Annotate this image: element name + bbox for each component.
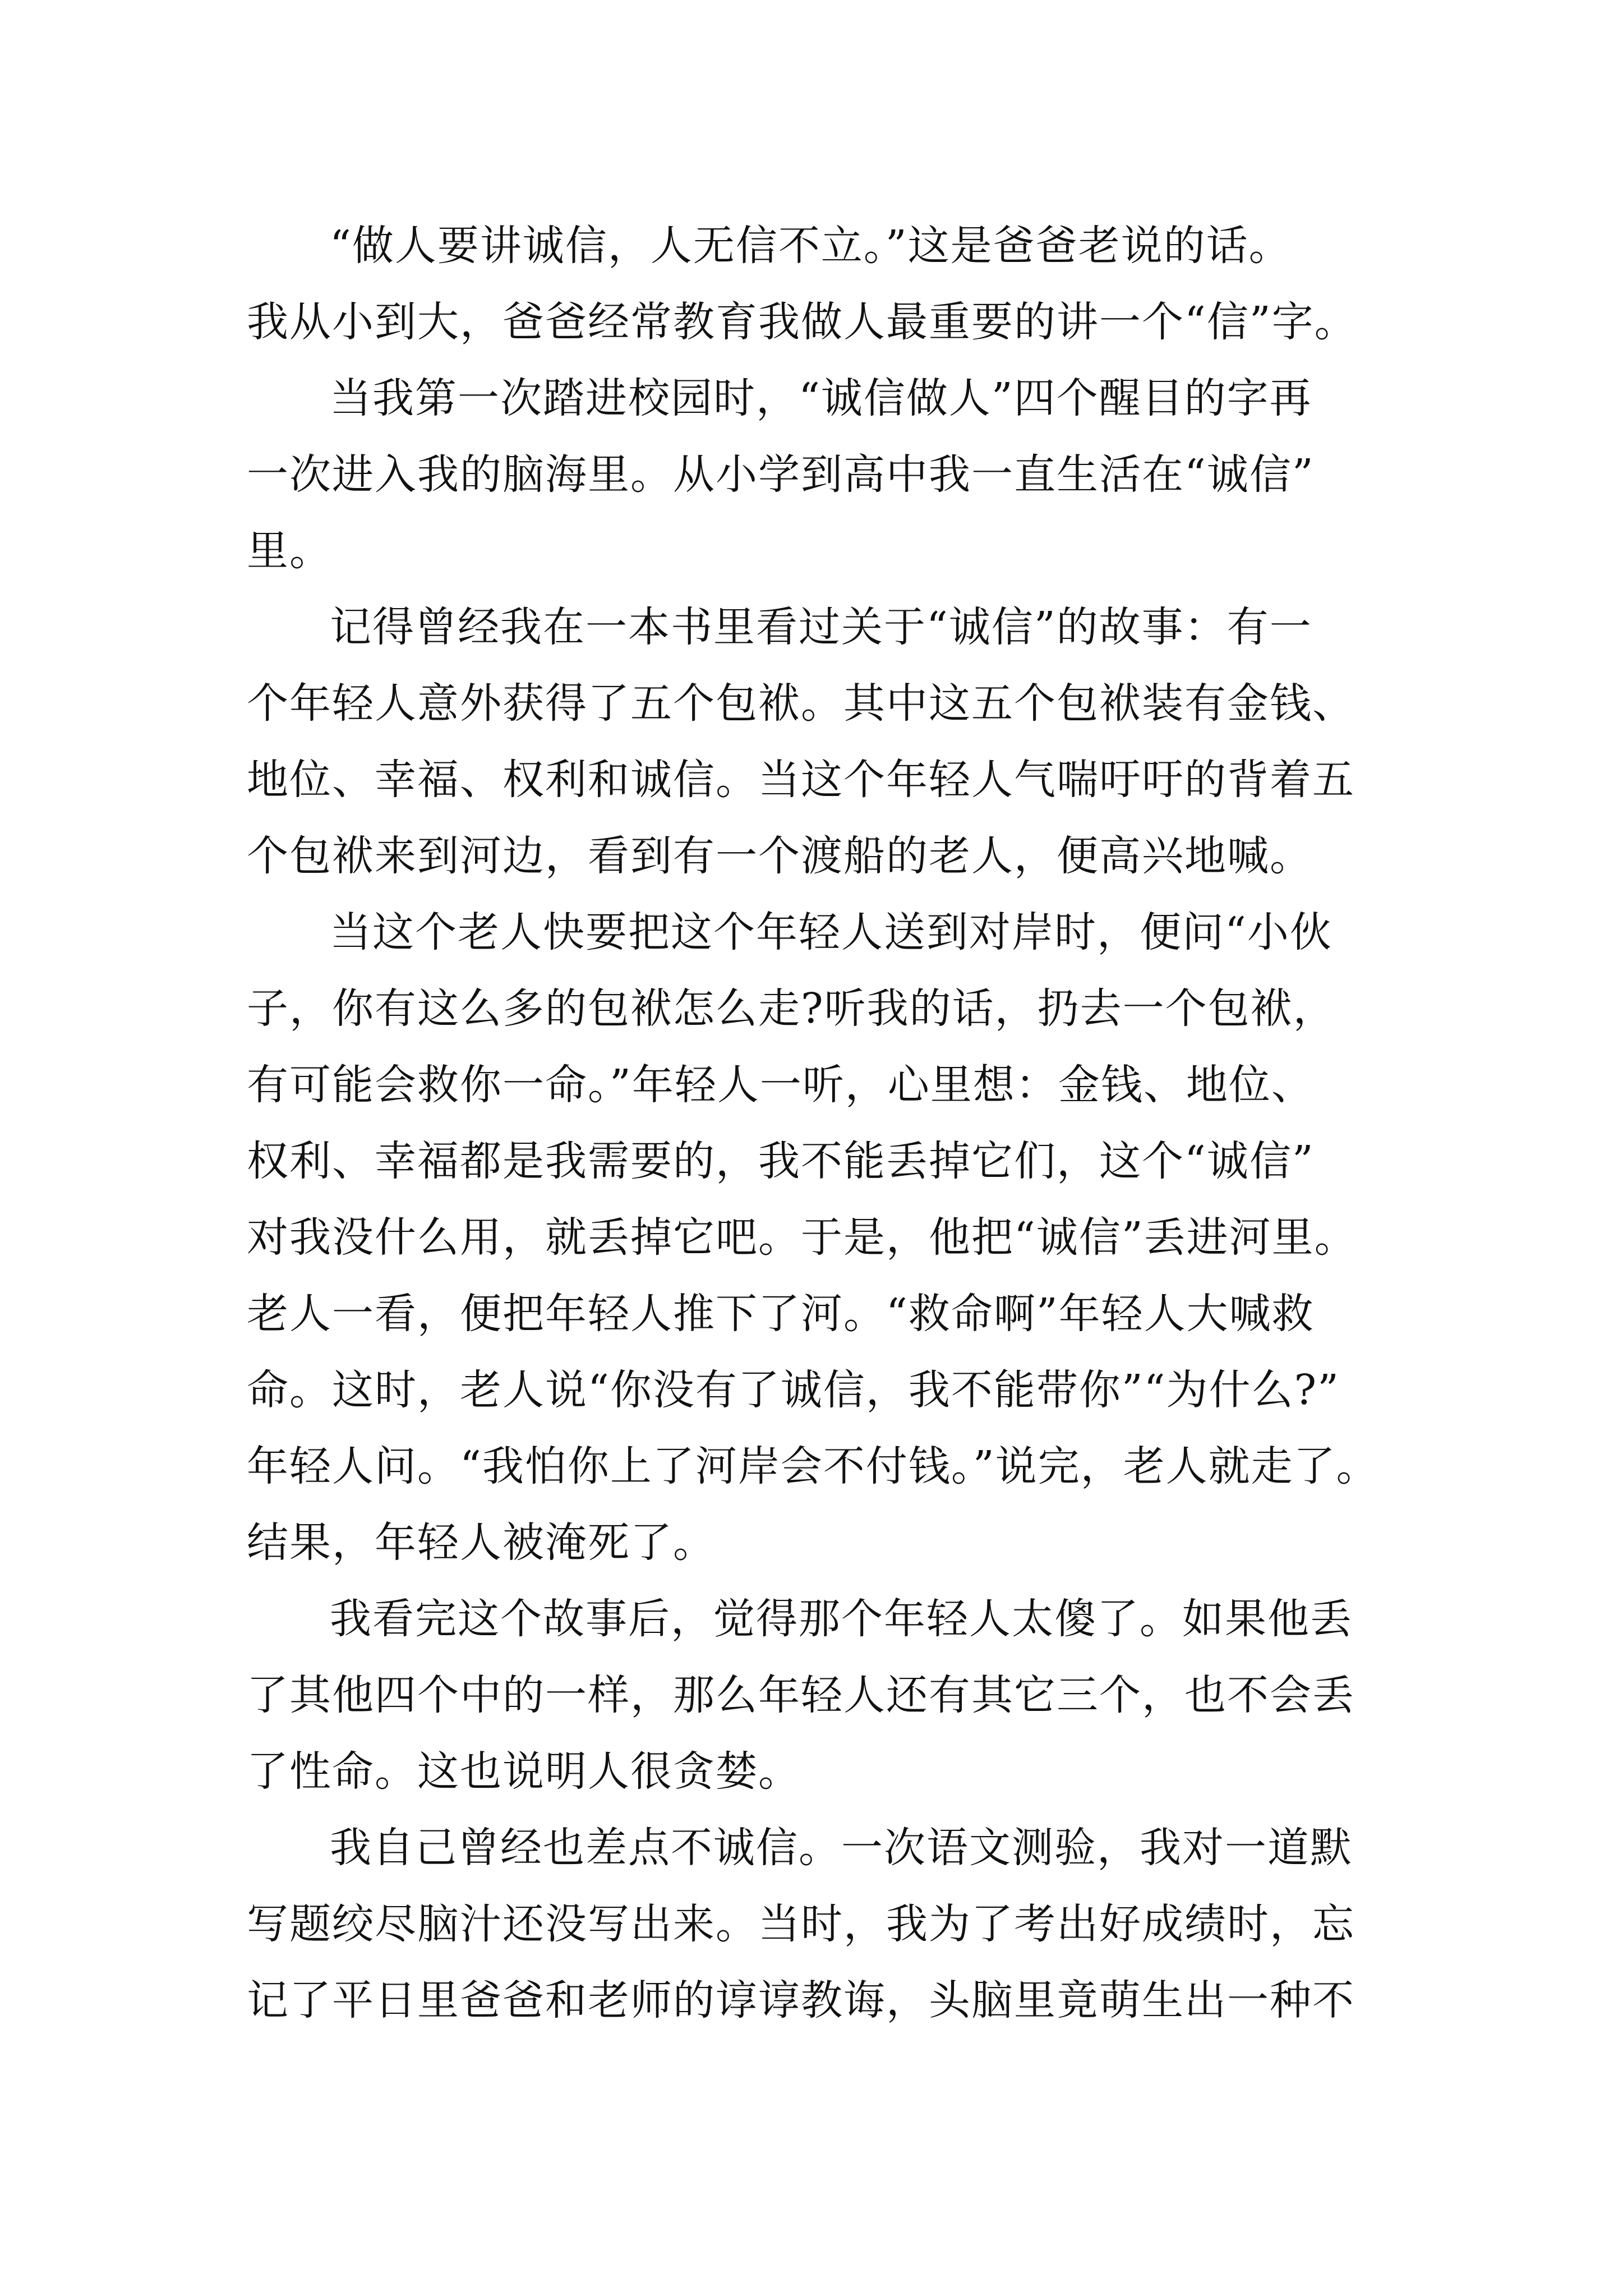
text-line: 我从小到大，爸爸经常教育我做人最重要的讲一个“信”字。 <box>247 298 1357 346</box>
text-line: 老人一看，便把年轻人推下了河。“救命啊”年轻人大喊救 <box>247 1290 1315 1338</box>
text-line: 一次进入我的脑海里。从小学到高中我一直生活在“诚信” <box>247 450 1315 499</box>
text-line: 写题绞尽脑汁还没写出来。当时，我为了考出好成绩时，忘 <box>247 1900 1355 1948</box>
text-line: 子，你有这么多的包袱怎么走?听我的话，扔去一个包袱， <box>247 984 1336 1033</box>
text-line: 了性命。这也说明人很贪婪。 <box>247 1747 801 1796</box>
text-line: 记了平日里爸爸和老师的谆谆教诲，头脑里竟萌生出一种不 <box>247 1976 1355 2024</box>
text-line: 我自己曾经也差点不诚信。一次语文测验，我对一道默 <box>330 1824 1353 1872</box>
text-line: 当我第一次踏进校园时，“诚信做人”四个醒目的字再 <box>330 374 1312 422</box>
text-line: 个年轻人意外获得了五个包袱。其中这五个包袱装有金钱、 <box>247 679 1355 728</box>
text-line: 我看完这个故事后，觉得那个年轻人太傻了。如果他丢 <box>330 1595 1353 1643</box>
text-line: 记得曾经我在一本书里看过关于“诚信”的故事：有一 <box>330 603 1312 651</box>
text-line: 对我没什么用，就丢掉它吧。于是，他把“诚信”丢进河里。 <box>247 1213 1357 1262</box>
text-line: 地位、幸福、权利和诚信。当这个年轻人气喘吁吁的背着五 <box>247 756 1355 804</box>
text-line: 有可能会救你一命。”年轻人一听，心里想：金钱、地位、 <box>247 1061 1314 1109</box>
text-line: 里。 <box>247 527 332 575</box>
text-line: 年轻人问。“我怕你上了河岸会不付钱。”说完，老人就走了。 <box>247 1442 1379 1490</box>
text-line: 权利、幸福都是我需要的，我不能丢掉它们，这个“诚信” <box>247 1137 1315 1185</box>
text-line: 了其他四个中的一样，那么年轻人还有其它三个，也不会丢 <box>247 1671 1355 1719</box>
text-line: “做人要讲诚信，人无信不立。”这是爸爸老说的话。 <box>330 222 1292 270</box>
text-line: 结果，年轻人被淹死了。 <box>247 1519 716 1567</box>
document-body <box>247 208 1380 2039</box>
text-line: 当这个老人快要把这个年轻人送到对岸时，便问“小伙 <box>330 908 1332 956</box>
text-line: 个包袱来到河边，看到有一个渡船的老人，便高兴地喊。 <box>247 832 1312 880</box>
text-line: 命。这时，老人说“你没有了诚信，我不能带你”“为什么?” <box>247 1366 1340 1414</box>
